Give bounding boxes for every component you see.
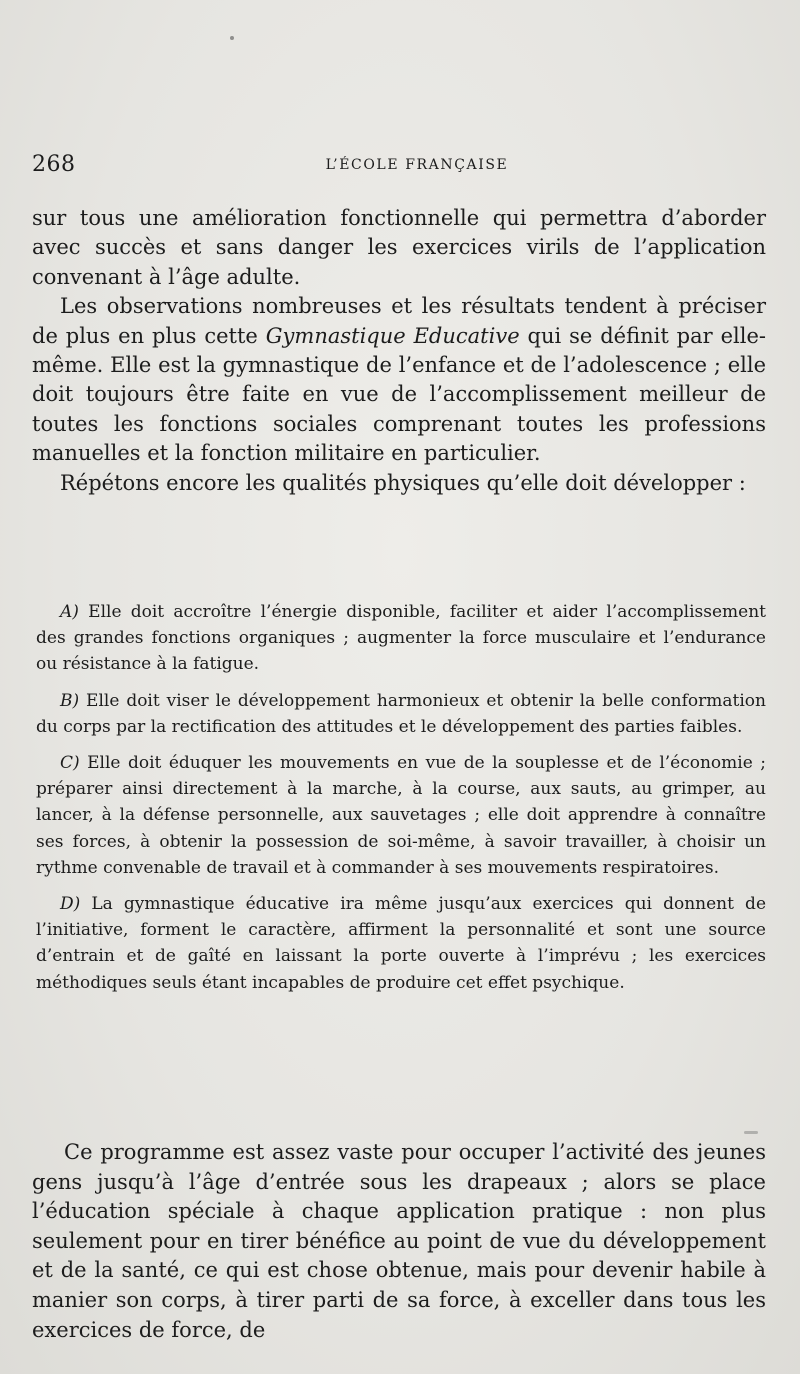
body-text	[32, 204, 766, 498]
list-item-text: La gymnastique éducative ira même jusqu’aux exercices qui donnent de l’initiative, forment le caractère, affirment la personnalité et sont une source d’entrain et de gaîté en laissant la porte ouverte à l’imprévu ; les exercices méthodiques seuls étant incapables de produire cet effet psychique.	[36, 894, 766, 993]
list-item	[36, 688, 766, 740]
list-item-text: Elle doit viser le développement harmonieux et obtenir la belle conformation du corps par la rectification des attitudes et le développement des parties faibles.	[36, 690, 766, 737]
page-header	[32, 152, 772, 182]
page-number: 268	[32, 152, 76, 177]
paragraph-programme: Ce programme est assez vaste pour occuper l’activité des jeunes gens jusqu’à l’âge d’entrée sous les drapeaux ; alors se place l’éducation spéciale à chaque application pratique : non plus seulement pour en tirer bénéfice au point de vue du développement et de la santé, ce qui est chose obtenue, mais pour devenir habile à manier son corps, à tirer parti de sa force, à exceller dans tous les exercices de force, de	[32, 1140, 766, 1342]
list-item-letter: B)	[60, 690, 80, 711]
list-item-letter: C)	[60, 753, 80, 774]
paragraph-text: Les observations nombreuses et les résultats tendent à préciser de plus en plus cette	[32, 294, 766, 348]
paragraph-text: qui se définit par elle-même. Elle est la gymnastique de l’enfance et de l’adolescence ; elle doit toujours être faite en vue de l’accomplissement meilleur de toutes les fonctions sociales comprenant toutes les professions manuelles et la fonction militaire en particulier.	[32, 323, 766, 466]
list-item-letter: A)	[60, 602, 79, 622]
paragraph-gymnastique-educative	[32, 292, 766, 468]
paragraph-qualites: Répétons encore les qualités physiques qu’elle doit développer :	[60, 470, 746, 495]
paper-speck	[744, 1131, 758, 1134]
qualities-list	[36, 599, 766, 1006]
paper-speck	[230, 36, 234, 40]
emphasized-term: Gymnastique Educative	[265, 323, 520, 348]
list-item-text: Elle doit éduquer les mouvements en vue de la souplesse et de l’économie ; préparer ainsi directement à la marche, à la course, aux sauts, au grimper, au lancer, à la défense personnelle, aux sauvetages ; elle doit apprendre à connaître ses forces, à obtenir la possession de soi-même, à savoir travailler, à choisir un rythme convenable de travail et à commander à ses mouvements respiratoires.	[36, 753, 766, 878]
closing-text	[32, 1138, 766, 1345]
list-item	[36, 750, 766, 881]
paragraph-continuation: sur tous une amélioration fonctionnelle qui permettra d’aborder avec succès et sans danger les exercices virils de l’application convenant à l’âge adulte.	[32, 206, 766, 289]
list-item-letter: D)	[60, 894, 81, 915]
list-item-text: Elle doit accroître l’énergie disponible, faciliter et aider l’accomplissement des grandes fonctions organiques ; augmenter la force musculaire et l’endurance ou résistance à la fatigue.	[36, 602, 766, 675]
list-item	[36, 891, 766, 996]
list-item	[36, 599, 766, 678]
running-head: L’ÉCOLE FRANÇAISE	[325, 157, 509, 173]
